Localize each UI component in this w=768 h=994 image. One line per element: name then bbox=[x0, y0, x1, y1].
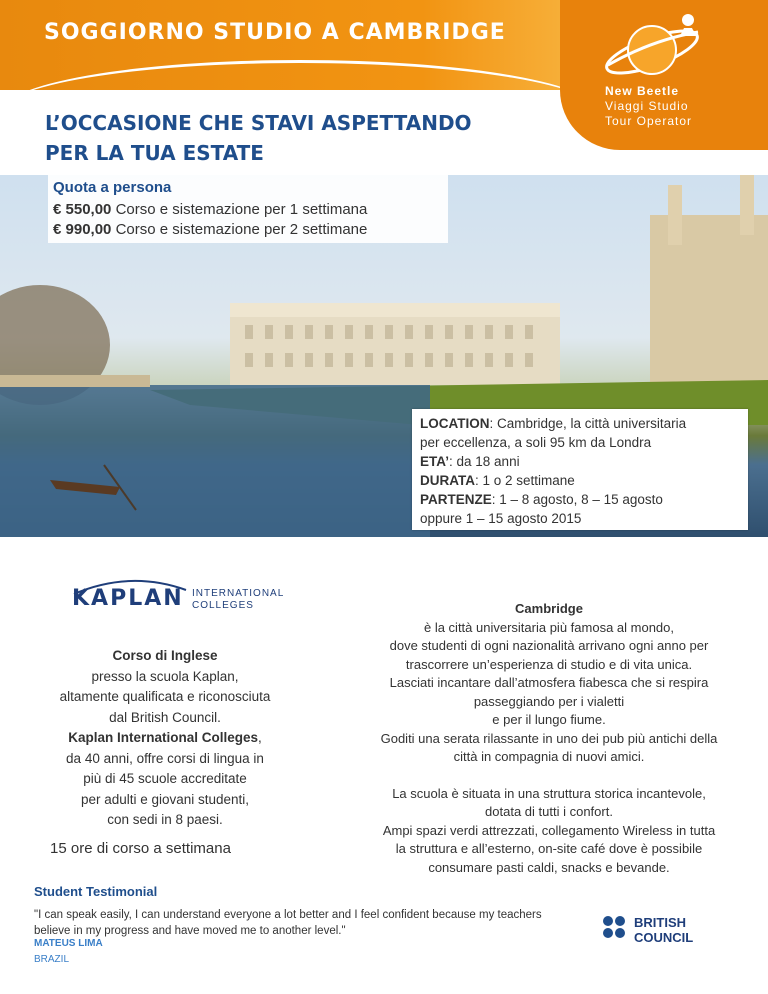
city-line: trascorrere un’esperienza di studio e di vita unica. bbox=[405, 656, 693, 672]
course-line: con sedi in 8 paesi. bbox=[107, 812, 223, 827]
price-row bbox=[53, 201, 367, 218]
testimonial-name: MATEUS LIMA bbox=[34, 938, 103, 949]
price-row bbox=[53, 221, 367, 238]
testimonial-country: BRAZIL bbox=[34, 954, 70, 965]
city-line: è la città universitaria più famosa al mondo, bbox=[423, 619, 674, 635]
course-title: Corso di Inglese bbox=[112, 648, 218, 663]
kaplan-logo-sub: INTERNATIONAL bbox=[192, 588, 285, 599]
paragraph-spacer bbox=[350, 767, 748, 785]
british-council-logo: COUNCIL bbox=[634, 930, 694, 945]
course-line: dal British Council. bbox=[109, 709, 221, 725]
price-description: Corso e sistemazione per 1 settimana bbox=[115, 201, 368, 218]
info-departures-cont: oppure 1 – 15 agosto 2015 bbox=[420, 511, 582, 526]
price-box bbox=[48, 175, 448, 243]
testimonial-quote: "I can speak easily, I can understand everyone a lot better and I feel confident because my teachers believe in my progress and have moved me to another level." bbox=[34, 909, 542, 937]
city-line: la struttura e all’esterno, on-site café dove è possibile bbox=[395, 841, 703, 856]
british-council-dots-icon bbox=[602, 915, 632, 945]
city-line: La scuola è situata in una struttura storica incantevole, bbox=[392, 785, 706, 801]
city-line: consumare pasti caldi, snacks e bevande. bbox=[428, 859, 670, 875]
course-line: altamente qualificata e riconosciuta bbox=[59, 689, 271, 704]
city-line: e per il lungo fiume. bbox=[492, 712, 606, 727]
city-line: Lasciati incantare dall’atmosfera fiabesca che si respira bbox=[389, 675, 709, 690]
info-value: : 1 o 2 settimane bbox=[475, 473, 575, 488]
course-line: presso la scuola Kaplan, bbox=[91, 668, 239, 684]
logo-brand-tag: Tour Operator bbox=[605, 114, 693, 128]
course-brand-line bbox=[40, 728, 290, 749]
city-description bbox=[350, 600, 748, 877]
course-brand: Kaplan International Colleges bbox=[68, 730, 259, 745]
city-line: dove studenti di ogni nazionalità arrivano ogni anno per bbox=[389, 638, 709, 653]
info-label: PARTENZE bbox=[420, 492, 492, 507]
info-value: : Cambridge, la città universitaria bbox=[489, 416, 687, 431]
british-council-logo: BRITISH bbox=[634, 915, 686, 930]
course-line: da 40 anni, offre corsi di lingua in bbox=[66, 750, 264, 766]
course-description bbox=[40, 646, 290, 831]
city-title: Cambridge bbox=[515, 601, 583, 616]
price-amount: € 990,00 bbox=[53, 221, 112, 238]
city-line: dotata di tutti i confort. bbox=[485, 804, 613, 819]
city-line: città in compagnia di nuovi amici. bbox=[453, 749, 645, 764]
headline-line-2: PER LA TUA ESTATE bbox=[45, 141, 264, 165]
info-label: DURATA bbox=[420, 473, 475, 488]
info-value: : da 18 anni bbox=[449, 454, 520, 469]
page-title: SOGGIORNO STUDIO A CAMBRIDGE bbox=[44, 20, 506, 45]
kaplan-logo: KAPLAN bbox=[72, 586, 184, 611]
headline bbox=[45, 108, 565, 168]
course-line: per adulti e giovani studenti, bbox=[80, 791, 250, 807]
course-hours: 15 ore di corso a settimana bbox=[50, 840, 231, 857]
info-departures bbox=[420, 492, 663, 507]
price-amount: € 550,00 bbox=[53, 201, 112, 218]
info-value: : 1 – 8 agosto, 8 – 15 agosto bbox=[491, 492, 663, 507]
kaplan-logo-sub: COLLEGES bbox=[192, 600, 254, 611]
course-brand-suffix: , bbox=[258, 730, 262, 745]
logo-brand-name: New Beetle bbox=[605, 84, 680, 98]
info-location-cont: per eccellenza, a soli 95 km da Londra bbox=[420, 435, 652, 450]
city-line: passeggiando per i vialetti bbox=[473, 693, 625, 709]
info-location bbox=[420, 416, 686, 431]
price-description: Corso e sistemazione per 2 settimane bbox=[115, 221, 368, 238]
info-duration bbox=[420, 473, 575, 488]
course-line: più di 45 scuole accreditate bbox=[83, 771, 247, 786]
city-line: Ampi spazi verdi attrezzati, collegamento Wireless in tutta bbox=[382, 822, 716, 838]
info-label: LOCATION bbox=[420, 416, 490, 431]
price-heading: Quota a persona bbox=[53, 179, 172, 196]
info-age bbox=[420, 454, 520, 469]
planet-logo-icon bbox=[600, 10, 710, 85]
testimonial-heading: Student Testimonial bbox=[34, 884, 158, 899]
logo-brand-sub: Viaggi Studio bbox=[605, 99, 689, 113]
info-label: ETA’ bbox=[420, 454, 450, 469]
trip-info-box bbox=[412, 409, 748, 530]
headline-line-1: L’OCCASIONE CHE STAVI ASPETTANDO bbox=[45, 111, 472, 135]
city-line: Goditi una serata rilassante in uno dei pub più antichi della bbox=[380, 730, 718, 746]
